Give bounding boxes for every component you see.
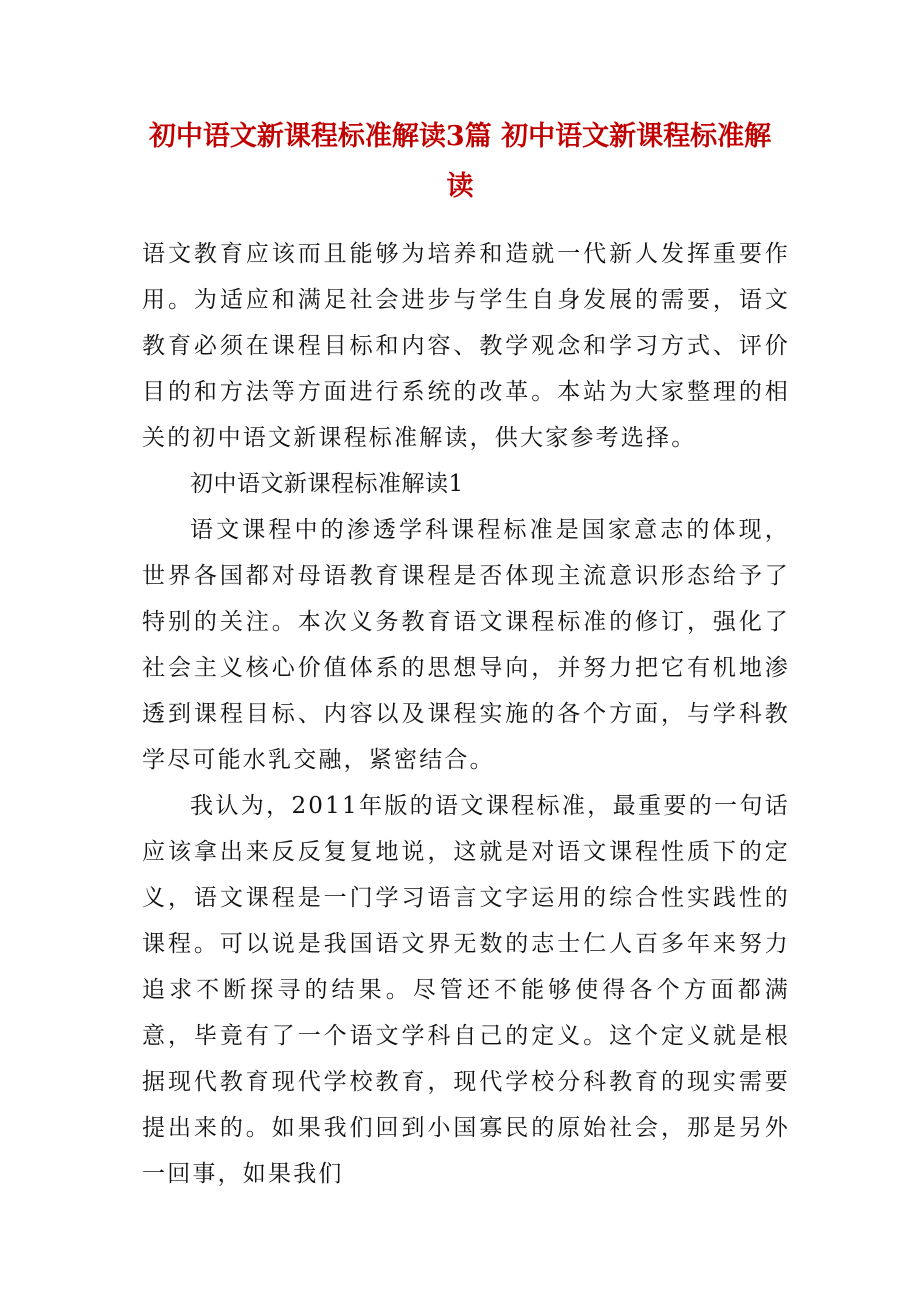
section-heading: 初中语文新课程标准解读1: [190, 471, 464, 497]
body-paragraph-2: 我认为，2011年版的语文课程标准，最重要的一句话应该拿出来反反复复地说，这就是对语文课程性质下的定义，语文课程是一门学习语言文字运用的综合性实践性的课程。可以说是我国语文界无数的志士仁人百多年来努力追求不断探寻的结果。尽管还不能够使得各个方面都满意，毕竟有了一个语文学科自己的定义。这个定义就是根据现代教育现代学校教育，现代学校分科教育的现实需要提出来的。如果我们回到小国寡民的原始社会，那是另外一回事，如果我们: [142, 793, 790, 1187]
body-paragraph-1: 语文课程中的渗透学科课程标准是国家意志的体现，世界各国都对母语教育课程是否体现主流意识形态给予了特别的关注。本次义务教育语文课程标准的修订，强化了社会主义核心价值体系的思想导向，并努力把它有机地渗透到课程目标、内容以及课程实施的各个方面，与学科教学尽可能水乳交融，紧密结合。: [142, 517, 790, 773]
document-title: 初中语文新课程标准解读3篇 初中语文新课程标准解读: [148, 121, 772, 202]
document-body: [142, 231, 790, 1197]
intro-paragraph: 语文教育应该而且能够为培养和造就一代新人发挥重要作用。为适应和满足社会进步与学生自身发展的需要，语文教育必须在课程目标和内容、教学观念和学习方式、评价目的和方法等方面进行系统的改革。本站为大家整理的相关的初中语文新课程标准解读，供大家参考选择。: [142, 241, 790, 451]
